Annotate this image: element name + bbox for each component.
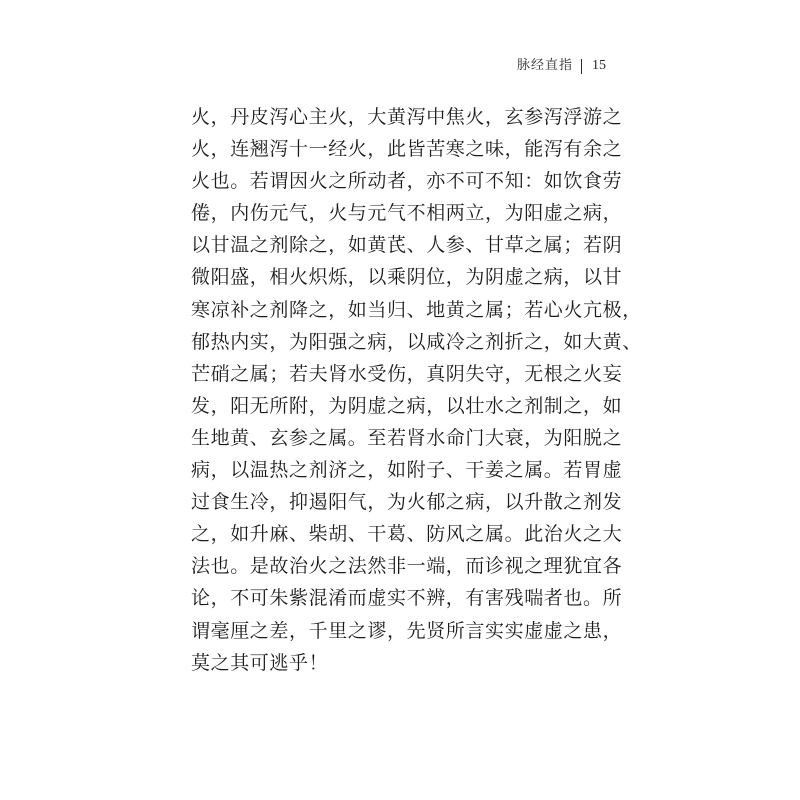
text-line: 郁热内实，为阳强之病，以咸冷之剂折之，如大黄、: [191, 330, 642, 353]
text-line: 谓毫厘之差，千里之谬，先贤所言实实虚虚之患，: [191, 619, 623, 642]
page-number: 15: [592, 58, 606, 73]
text-line: 法也。是故治火之法然非一端，而诊视之理犹宜各: [191, 555, 623, 578]
text-line: 之，如升麻、柴胡、干葛、防风之属。此治火之大: [191, 523, 623, 546]
text-line: 微阳盛，相火炽烁，以乘阴位，为阴虚之病，以甘: [191, 266, 623, 289]
text-line: 火也。若谓因火之所动者，亦不可不知：如饮食劳: [191, 170, 623, 193]
text-line: 火，连翘泻十一经火，此皆苦寒之味，能泻有余之: [191, 138, 623, 161]
text-line: 发，阳无所附，为阴虚之病，以壮水之剂制之，如: [191, 394, 623, 417]
text-line: 论，不可朱紫混淆而虚实不辨，有害残喘者也。所: [191, 587, 623, 610]
text-line: 芒硝之属；若夫肾水受伤，真阴失守，无根之火妄: [191, 362, 623, 385]
header-separator: [581, 59, 582, 74]
text-line: 以甘温之剂除之，如黄芪、人参、甘草之属；若阴: [191, 234, 623, 257]
text-line: 过食生冷，抑遏阳气，为火郁之病，以升散之剂发: [191, 491, 623, 514]
text-line: 倦，内伤元气，火与元气不相两立，为阳虚之病，: [191, 202, 623, 225]
text-line: 病，以温热之剂济之，如附子、干姜之属。若胃虚: [191, 459, 623, 482]
body-text: [191, 104, 642, 682]
text-line: 寒凉补之剂降之，如当归、地黄之属；若心火亢极，: [191, 298, 642, 321]
running-header: [517, 57, 606, 75]
text-line: 火，丹皮泻心主火，大黄泻中焦火，玄参泻浮游之: [191, 106, 623, 128]
text-line: 生地黄、玄参之属。至若肾水命门大衰，为阳脱之: [191, 426, 623, 449]
text-line: 莫之其可逃乎！: [191, 651, 329, 674]
book-title: 脉经直指: [516, 58, 573, 73]
